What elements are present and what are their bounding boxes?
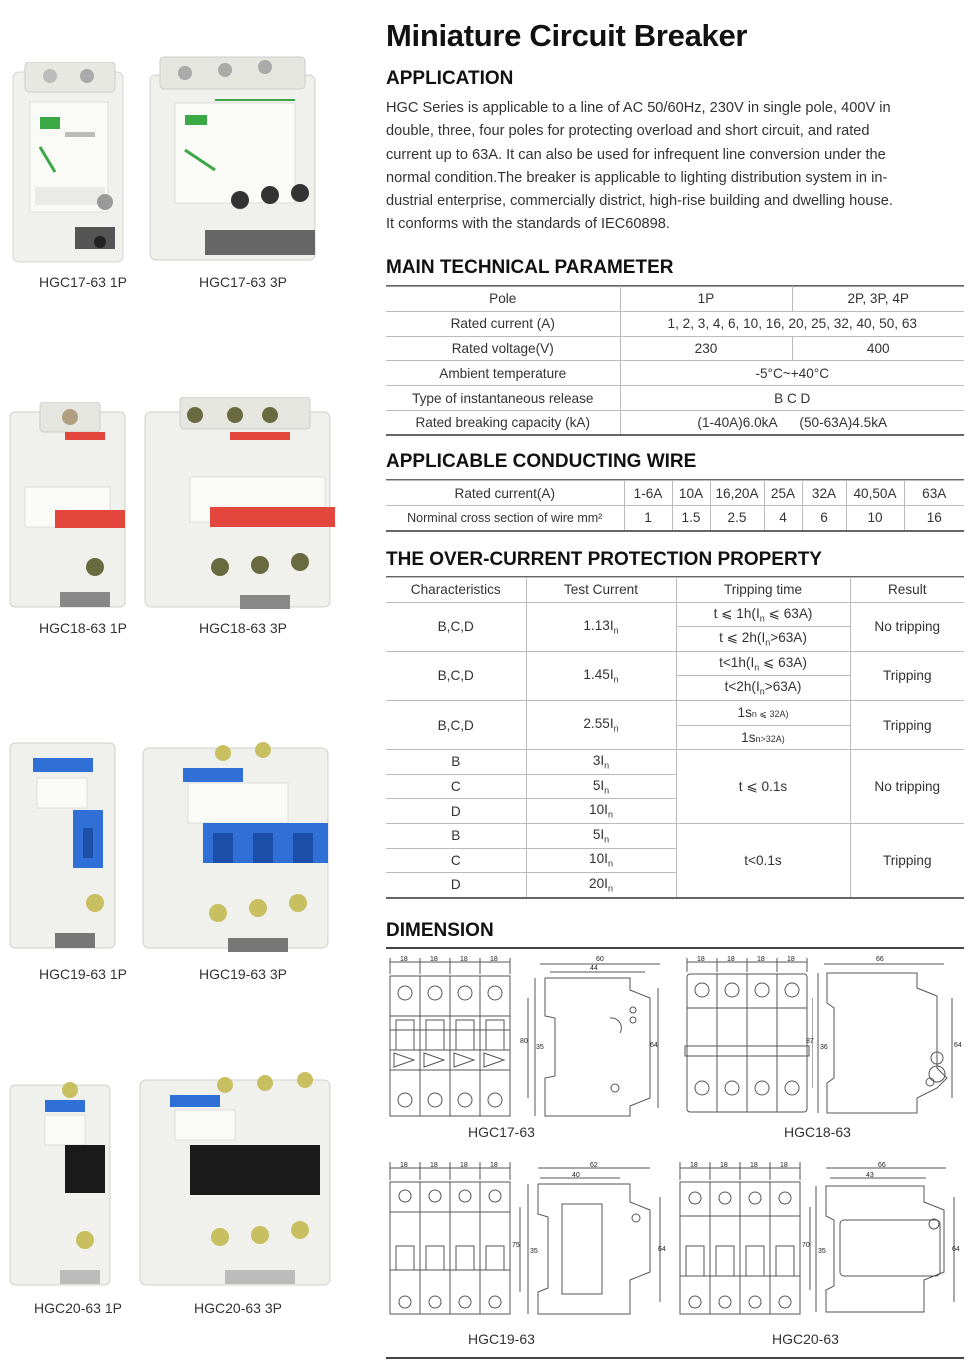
product-label: HGC19-63 3P [199, 966, 287, 982]
wire-current: 1-6A [624, 481, 672, 506]
param-value: 1P [620, 287, 792, 312]
dimension-drawing-hgc19-side [510, 1162, 670, 1323]
dimension-drawing-hgc20-side [802, 1162, 964, 1323]
result-cell: No tripping [850, 750, 964, 824]
application-heading: APPLICATION [386, 68, 514, 89]
application-line: double, three, four poles for protecting overload and short circuit, and rated [386, 123, 870, 140]
dim-height: 35 [536, 1044, 544, 1051]
product-label: HGC20-63 3P [194, 1300, 282, 1316]
time-cell: t ⩽ 0.1s [676, 750, 850, 824]
param-label: Rated current (A) [386, 311, 620, 336]
dimension-label: HGC18-63 [784, 1124, 851, 1140]
product-hgc18-1p [5, 402, 133, 614]
param-label: Ambient temperature [386, 361, 620, 386]
table-row [386, 287, 964, 312]
table-row [386, 386, 964, 411]
char-cell: B [386, 750, 526, 775]
dimension-label: HGC19-63 [468, 1331, 535, 1347]
product-label: HGC18-63 1P [39, 620, 127, 636]
wire-section: 1 [624, 506, 672, 531]
product-label: HGC19-63 1P [39, 966, 127, 982]
wire-current: 10A [672, 481, 710, 506]
overcurrent-table [386, 577, 964, 899]
divider [386, 947, 964, 949]
dim-height: 70 [802, 1242, 810, 1249]
dim-side-inner: 44 [590, 965, 598, 972]
dim-width: 18 [780, 1162, 788, 1169]
dim-width: 18 [720, 1162, 728, 1169]
dim-width: 18 [727, 956, 735, 963]
char-cell: B,C,D [386, 651, 526, 700]
wire-current: 16,20A [710, 481, 764, 506]
dim-width: 18 [490, 956, 498, 963]
dimension-drawing-hgc18-front [683, 958, 813, 1123]
application-line: HGC Series is applicable to a line of AC 50/60Hz, 230V in single pole, 400V in [386, 100, 891, 116]
table-row [386, 651, 964, 676]
result-cell: No tripping [850, 602, 964, 651]
param-value: 400 [792, 336, 964, 361]
test-cell: $5I_n$ [526, 774, 676, 799]
dim-height: 64 [658, 1246, 666, 1253]
dim-height: 87 [806, 1038, 814, 1045]
application-text [386, 97, 966, 237]
char-cell: C [386, 848, 526, 873]
time-cell: t ⩽ $1h(I_n$ ⩽ 63A) [676, 602, 850, 627]
product-hgc20-3p [135, 1065, 340, 1295]
main-params-table [386, 286, 964, 436]
col-header: Tripping time [676, 578, 850, 603]
table-row [386, 506, 964, 531]
table-row [386, 311, 964, 336]
test-cell: $10I_n$ [526, 799, 676, 824]
char-cell: B,C,D [386, 602, 526, 651]
test-cell: $20I_n$ [526, 873, 676, 898]
table-row [386, 336, 964, 361]
dim-side-top: 62 [590, 1162, 598, 1169]
dim-side-top: 66 [876, 956, 884, 963]
dim-width: 18 [400, 956, 408, 963]
dim-width: 18 [460, 1162, 468, 1169]
product-hgc19-1p [5, 738, 120, 958]
result-cell: Tripping [850, 651, 964, 700]
application-line: dustrial enterprise, commercially district, high-rise building and dwelling house. [386, 193, 893, 210]
wire-current: 40,50A [846, 481, 904, 506]
table-row [386, 578, 964, 603]
main-params-heading: MAIN TECHNICAL PARAMETER [386, 257, 674, 278]
dim-width: 18 [460, 956, 468, 963]
col-header: Result [850, 578, 964, 603]
result-cell: Tripping [850, 700, 964, 749]
product-label: HGC17-63 1P [39, 274, 127, 290]
dimension-drawing-hgc17-side [520, 958, 665, 1125]
dimension-drawing-hgc19-front [386, 1162, 516, 1323]
dimension-label: HGC17-63 [468, 1124, 535, 1140]
char-cell: B [386, 823, 526, 848]
table-row [386, 481, 964, 506]
dim-height: 36 [820, 1044, 828, 1051]
table-row [386, 602, 964, 627]
wire-section: 16 [904, 506, 964, 531]
char-cell: D [386, 873, 526, 898]
product-label: HGC20-63 1P [34, 1300, 122, 1316]
time-cell: $t<1h(I_n$ ⩽ 63A) [676, 651, 850, 676]
dim-height: 75 [512, 1242, 520, 1249]
product-hgc18-3p [140, 397, 340, 615]
test-cell: $10I_n$ [526, 848, 676, 873]
param-label: Rated voltage(V) [386, 336, 620, 361]
application-line: normal condition.The breaker is applicable to lighting distribution system in in- [386, 169, 888, 186]
test-cell: $2.55I_n$ [526, 700, 676, 749]
test-cell: $1.45I_n$ [526, 651, 676, 700]
param-value: B C D [620, 386, 964, 411]
product-label: HGC18-63 3P [199, 620, 287, 636]
dim-width: 18 [490, 1162, 498, 1169]
wire-heading: APPLICABLE CONDUCTING WIRE [386, 451, 697, 472]
table-row [386, 410, 964, 435]
page-title: Miniature Circuit Breaker [386, 18, 748, 53]
param-value: 230 [620, 336, 792, 361]
product-hgc17-3p [145, 55, 320, 267]
product-hgc19-3p [138, 738, 338, 960]
dim-height: 64 [650, 1042, 658, 1049]
wire-section: 10 [846, 506, 904, 531]
divider [386, 1357, 964, 1359]
dim-width: 18 [430, 1162, 438, 1169]
dim-side-top: 66 [878, 1162, 886, 1169]
overcurrent-heading: THE OVER-CURRENT PROTECTION PROPERTY [386, 549, 822, 570]
time-cell: 1sn ⩽ 32A) [676, 700, 850, 725]
wire-table [386, 480, 964, 532]
param-value: (1-40A)6.0kA (50-63A)4.5kA [620, 410, 964, 435]
char-cell: C [386, 774, 526, 799]
time-cell: t<0.1s [676, 823, 850, 897]
wire-current: 32A [802, 481, 846, 506]
result-cell: Tripping [850, 823, 964, 897]
table-row [386, 823, 964, 848]
char-cell: D [386, 799, 526, 824]
dim-width: 18 [757, 956, 765, 963]
wire-section: 4 [764, 506, 802, 531]
test-cell: $5I_n$ [526, 823, 676, 848]
application-line: It conforms with the standards of IEC60898. [386, 216, 670, 233]
wire-row-label: Rated current(A) [386, 481, 624, 506]
param-value: -5°C~+40°C [620, 361, 964, 386]
table-row [386, 361, 964, 386]
test-cell: $1.13I_n$ [526, 602, 676, 651]
wire-section: 1.5 [672, 506, 710, 531]
application-line: current up to 63A. It can also be used for infrequent line conversion under the [386, 146, 886, 163]
product-hgc20-1p [5, 1075, 115, 1295]
time-cell: $t<2h(I_n>63A)$ [676, 676, 850, 701]
dimension-drawing-hgc20-front [676, 1162, 806, 1323]
dimension-label: HGC20-63 [772, 1331, 839, 1347]
table-row [386, 750, 964, 775]
wire-current: 63A [904, 481, 964, 506]
time-cell: 1sn>32A) [676, 725, 850, 750]
table-row [386, 700, 964, 725]
wire-section: 2.5 [710, 506, 764, 531]
dim-side-inner: 40 [572, 1172, 580, 1179]
wire-section: 6 [802, 506, 846, 531]
param-label: Rated breaking capacity (kA) [386, 410, 620, 435]
param-value: 1, 2, 3, 4, 6, 10, 16, 20, 25, 32, 40, 50, 63 [620, 311, 964, 336]
param-value: 2P, 3P, 4P [792, 287, 964, 312]
dim-width: 18 [690, 1162, 698, 1169]
time-cell: t ⩽ $2h(I_n>63A)$ [676, 627, 850, 652]
dim-height: 64 [954, 1042, 962, 1049]
dim-side-inner: 43 [866, 1172, 874, 1179]
dim-width: 18 [697, 956, 705, 963]
dim-height: 64 [952, 1246, 960, 1253]
col-header: Test Current [526, 578, 676, 603]
param-label: Type of instantaneous release [386, 386, 620, 411]
dimension-drawing-hgc18-side [806, 956, 962, 1123]
dim-width: 18 [787, 956, 795, 963]
dim-width: 18 [400, 1162, 408, 1169]
wire-row-label: Norminal cross section of wire mm² [386, 506, 624, 531]
dimension-heading: DIMENSION [386, 920, 494, 941]
dim-side-top: 60 [596, 956, 604, 963]
dim-width: 18 [430, 956, 438, 963]
product-hgc17-1p [5, 62, 133, 267]
wire-current: 25A [764, 481, 802, 506]
dim-width: 18 [750, 1162, 758, 1169]
dimension-drawing-hgc17-front [386, 958, 516, 1125]
dim-height: 35 [530, 1248, 538, 1255]
param-label: Pole [386, 287, 620, 312]
dim-height: 80 [520, 1038, 528, 1045]
test-cell: $3I_n$ [526, 750, 676, 775]
col-header: Characteristics [386, 578, 526, 603]
char-cell: B,C,D [386, 700, 526, 749]
product-label: HGC17-63 3P [199, 274, 287, 290]
dim-height: 35 [818, 1248, 826, 1255]
